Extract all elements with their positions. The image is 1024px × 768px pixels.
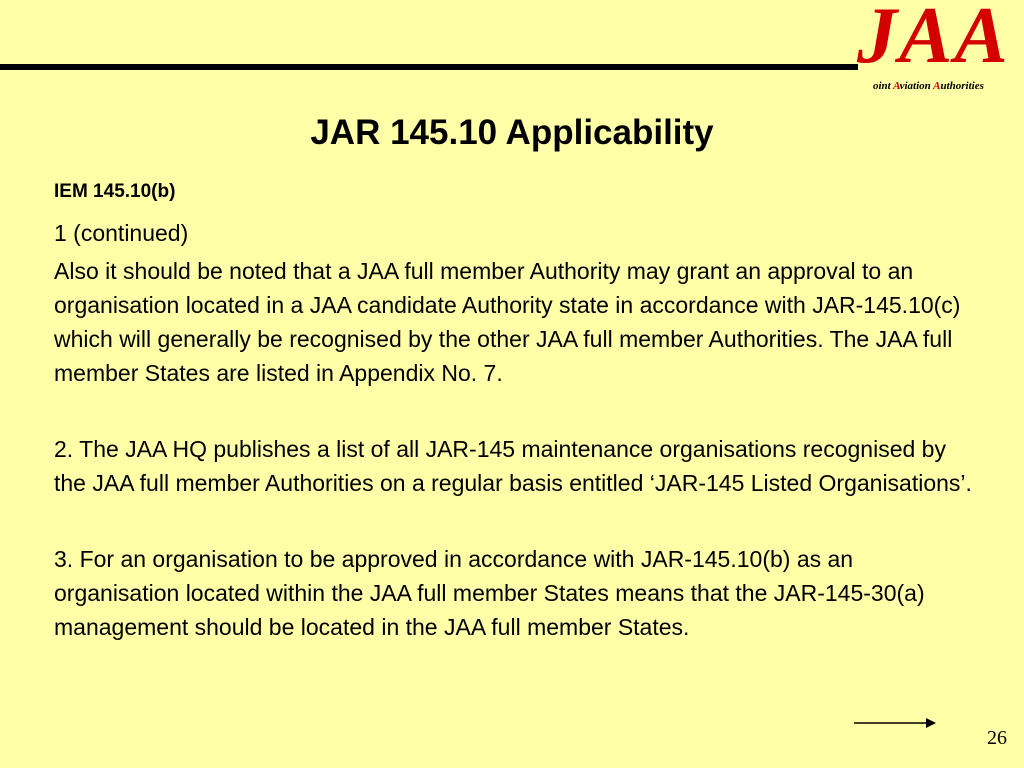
- logo-subtitle: oint Aviation Authorities: [873, 80, 984, 92]
- section-reference: IEM 145.10(b): [54, 181, 176, 202]
- paragraph-1: Also it should be noted that a JAA full member Authority may grant an approval to an organisation located in a JAA candidate Authority state in accordance with JAR-145.10(c) which will generally be recognised by the other JAA full member Authorities. The JAA full member States are listed in Appendix No. 7.: [54, 258, 961, 386]
- slide-body: [54, 178, 984, 644]
- header-rule: [0, 64, 858, 70]
- page-number: 26: [987, 727, 1007, 749]
- paragraph-2: 2. The JAA HQ publishes a list of all JAR-145 maintenance organisations recognised by the JAA full member Authorities on a regular basis entitled ‘JAR-145 Listed Organisations’.: [54, 436, 972, 496]
- continued-label: 1 (continued): [54, 220, 189, 246]
- slide-title: JAR 145.10 Applicability: [310, 113, 714, 152]
- next-slide-arrow-icon[interactable]: [854, 717, 936, 729]
- jaa-logo: [853, 0, 1021, 100]
- paragraph-3: 3. For an organisation to be approved in accordance with JAR-145.10(b) as an organisation located within the JAA full member States means that the JAR-145-30(a) management should be located in the JAA full member States.: [54, 546, 925, 640]
- logo-mark: JAA: [857, 0, 1010, 80]
